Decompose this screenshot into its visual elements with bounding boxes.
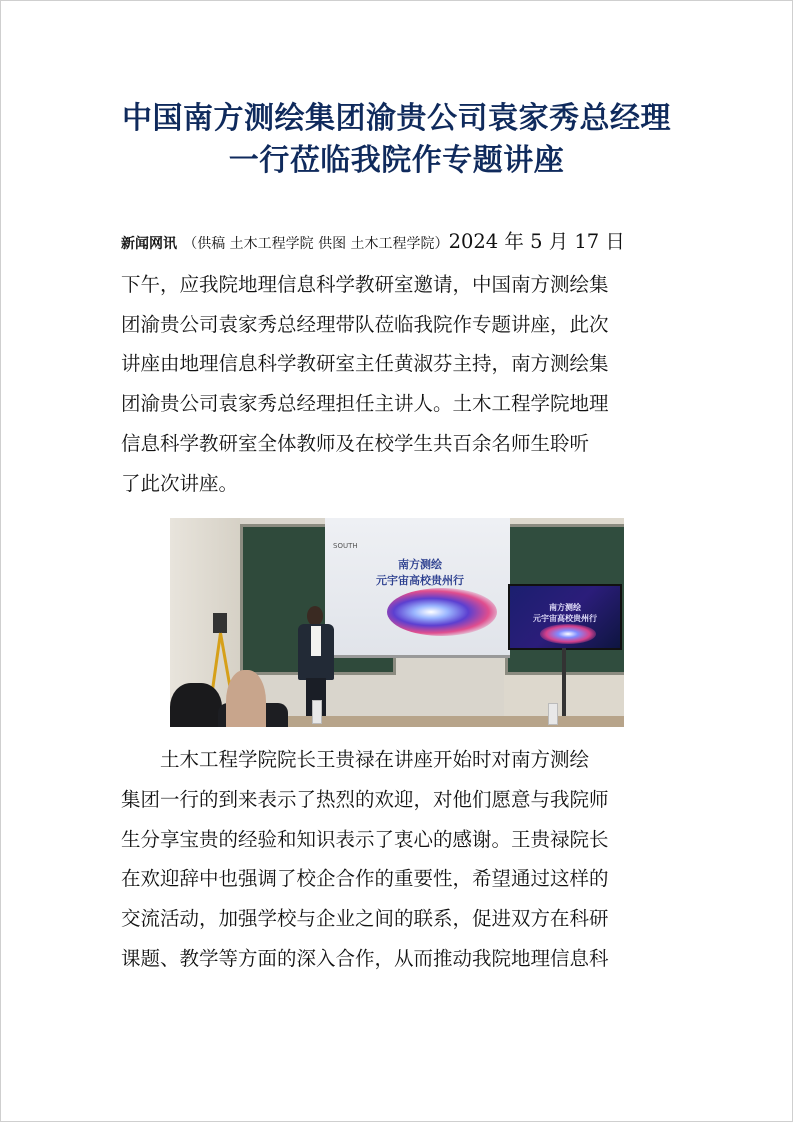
paragraph-intro [121, 222, 676, 504]
paragraph-line: 在欢迎辞中也强调了校企合作的重要性，希望通过这样的 [121, 867, 609, 891]
paragraph-line: 团渝贵公司袁家秀总经理带队莅临我院作专题讲座，此次 [121, 312, 609, 336]
paragraph-line: 团渝贵公司袁家秀总经理担任主讲人。土木工程学院地理 [121, 392, 609, 416]
audience-head [170, 683, 222, 727]
audience-head [226, 670, 266, 727]
paragraph-line: 集团一行的到来表示了热烈的欢迎，对他们愿意与我院师 [121, 787, 609, 811]
tv-graphic [540, 624, 596, 644]
paragraph-line: 下午，应我院地理信息科学教研室邀请，中国南方测绘集 [121, 272, 609, 296]
speaker-shirt [311, 626, 321, 656]
paragraph-line: 课题、教学等方面的深入合作，从而推动我院地理信息科 [121, 946, 609, 970]
paragraph-line: 生分享宝贵的经验和知识表示了衷心的感谢。王贵禄院长 [121, 827, 609, 851]
screen-graphic [387, 588, 497, 636]
article-title-line-1: 中国南方测绘集团渝贵公司袁家秀总经理 [122, 101, 671, 136]
tv-title: 南方测绘 [549, 603, 581, 612]
paragraph-dean-remarks [121, 740, 676, 979]
paragraph-line: 土木工程学院院长王贵禄在讲座开始时对南方测绘 [121, 748, 590, 771]
tripod-instrument [213, 613, 227, 633]
lecture-photo [170, 518, 624, 727]
paragraph-line: 了此次讲座。 [121, 471, 239, 495]
paragraph-line: 信息科学教研室全体教师及在校学生共百余名师生聆听 [121, 431, 590, 455]
paragraph-line: 交流活动，加强学校与企业之间的联系，促进双方在科研 [121, 907, 609, 931]
water-bottle [548, 703, 558, 725]
byline-line [121, 222, 676, 265]
screen-title: 南方测绘 [398, 558, 442, 571]
byline-label: 新闻网讯 [121, 236, 177, 252]
speaker-head [307, 606, 323, 626]
article-title-line-2: 一行莅临我院作专题讲座 [228, 143, 565, 178]
screen-logo: SOUTH [333, 542, 358, 550]
tv-subtitle: 元宇宙高校贵州行 [533, 614, 597, 623]
byline-credits: （供稿 土木工程学院 供图 土木工程学院） [183, 236, 449, 252]
tv-display [508, 584, 622, 650]
paragraph-line: 讲座由地理信息科学教研室主任黄淑芬主持，南方测绘集 [121, 352, 609, 376]
byline-date: 2024 年 5 月 17 日 [448, 230, 625, 253]
screen-subtitle: 元宇宙高校贵州行 [376, 574, 464, 587]
water-bottle [312, 700, 322, 724]
projector-screen [325, 518, 510, 658]
